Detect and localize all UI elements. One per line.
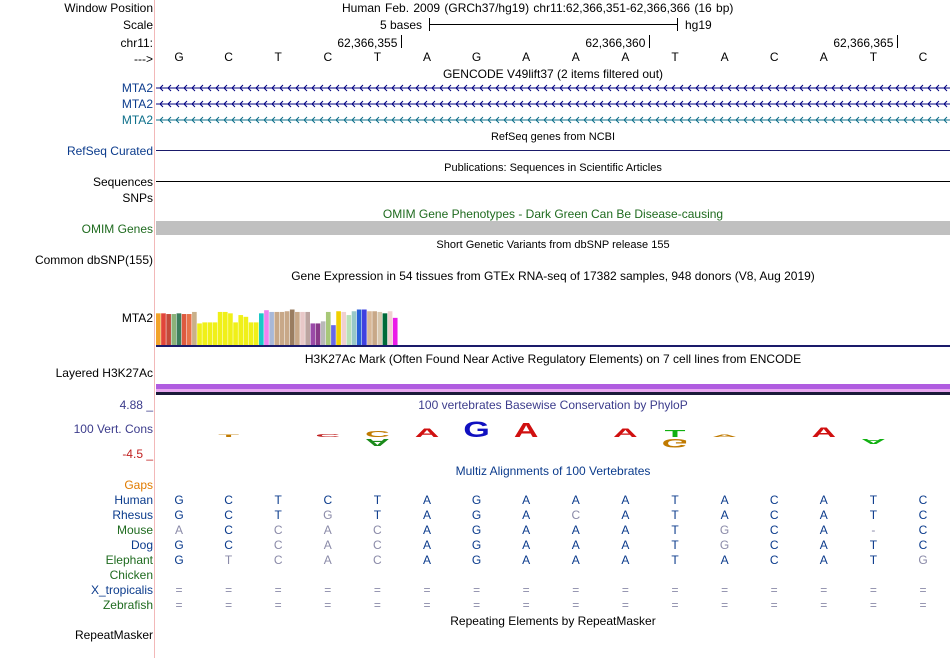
aligned-base: A — [621, 538, 630, 552]
aligned-base: A — [571, 523, 580, 537]
aligned-base: T — [373, 508, 382, 522]
aligned-base: T — [671, 493, 679, 507]
aligned-base: A — [720, 493, 729, 507]
aligned-base: G — [471, 553, 482, 567]
aligned-base: = — [919, 583, 927, 597]
aligned-base: T — [671, 523, 679, 537]
aligned-base: = — [324, 598, 332, 612]
species-label-x_tropicalis[interactable]: X_tropicalis — [90, 583, 153, 597]
ruler-position-1: 62,366,355 — [337, 36, 398, 50]
aligned-base: A — [571, 538, 580, 552]
ruler-position-2: 62,366,360 — [585, 36, 646, 50]
gtex-tissue-bar — [254, 322, 259, 345]
gtex-tissue-bar — [352, 311, 357, 345]
common-dbsnp-label[interactable]: Common dbSNP(155) — [34, 253, 153, 267]
aligned-base: = — [373, 583, 381, 597]
gtex-tissue-bar — [341, 312, 346, 345]
gtex-tissue-bar — [213, 322, 218, 345]
aligned-base: A — [720, 508, 729, 522]
strand-label: ---> — [134, 52, 153, 66]
scale-bases-text: 5 bases — [380, 18, 423, 32]
gencode-track-title: GENCODE V49lift37 (2 items filtered out) — [442, 67, 664, 81]
gtex-tissue-bar — [372, 311, 377, 345]
publications-line[interactable] — [156, 181, 950, 182]
aligned-base: A — [323, 538, 332, 552]
aligned-base: C — [224, 493, 233, 507]
chromosome-label[interactable]: chr11: — [120, 36, 153, 50]
gtex-tissue-bar — [233, 322, 238, 345]
reference-base: G — [471, 50, 482, 64]
aligned-base: = — [423, 583, 431, 597]
phylop-logo-letter: C — [365, 430, 390, 439]
refseq-track-title: RefSeq genes from NCBI — [490, 131, 616, 143]
ruler-position-3: 62,366,365 — [833, 36, 894, 50]
aligned-base: C — [224, 523, 233, 537]
gtex-tissue-bar — [393, 318, 398, 345]
aligned-base: T — [869, 508, 878, 522]
aligned-base: C — [373, 553, 382, 567]
gtex-tissue-bar — [177, 313, 182, 345]
aligned-base: = — [770, 583, 778, 597]
aligned-base: C — [769, 523, 779, 537]
species-label-mouse[interactable]: Mouse — [116, 523, 153, 537]
aligned-base: T — [671, 508, 679, 522]
dbsnp-track-title: Short Genetic Variants from dbSNP release 155 — [436, 239, 670, 251]
phylop-logo-letter: A — [712, 433, 737, 438]
aligned-base: = — [473, 598, 481, 612]
aligned-base: C — [224, 538, 233, 552]
aligned-base: = — [423, 598, 431, 612]
aligned-base: C — [373, 523, 382, 537]
phylop-logo-letter: C — [315, 432, 341, 439]
aligned-base: G — [471, 493, 482, 507]
aligned-base: = — [770, 598, 778, 612]
scale-bar-right-end — [677, 18, 678, 31]
reference-base: A — [720, 50, 729, 64]
phylop-label[interactable]: 100 Vert. Cons — [73, 422, 153, 436]
aligned-base: A — [522, 493, 531, 507]
aligned-base: = — [721, 583, 729, 597]
aligned-base: A — [422, 553, 431, 567]
reference-base: A — [571, 50, 580, 64]
aligned-base: T — [869, 538, 878, 552]
reference-base: T — [671, 50, 679, 64]
aligned-base: = — [225, 598, 233, 612]
aligned-base: G — [471, 538, 482, 552]
reference-base: T — [869, 50, 878, 64]
reference-base: G — [174, 50, 184, 64]
aligned-base: C — [373, 538, 382, 552]
aligned-base: = — [522, 598, 530, 612]
gtex-tissue-bar — [187, 314, 192, 345]
gtex-tissue-bar — [244, 317, 249, 345]
aligned-base: A — [522, 523, 531, 537]
gtex-track-title: Gene Expression in 54 tissues from GTEx RNA-seq of 17382 samples, 948 donors (V8, Aug 2019) — [291, 269, 815, 283]
aligned-base: C — [769, 538, 779, 552]
gtex-tissue-bar — [223, 312, 228, 345]
aligned-base: A — [571, 553, 580, 567]
gtex-tissue-bar — [290, 310, 295, 345]
aligned-base: G — [174, 508, 184, 522]
reference-base: A — [522, 50, 531, 64]
phylop-logo-letter: A — [513, 419, 539, 442]
aligned-base: = — [274, 583, 282, 597]
phylop-logo-letter: G — [463, 417, 490, 443]
gtex-tissue-bar — [357, 310, 362, 345]
aligned-base: = — [225, 583, 233, 597]
aligned-base: C — [273, 538, 283, 552]
multiz-track-title: Multiz Alignments of 100 Vertebrates — [455, 464, 651, 478]
aligned-base: - — [871, 523, 876, 537]
gtex-tissue-bar — [166, 314, 171, 345]
aligned-base: A — [819, 508, 828, 522]
aligned-base: = — [373, 598, 381, 612]
gaps-label[interactable]: Gaps — [124, 478, 153, 492]
aligned-base: C — [769, 553, 779, 567]
ruler-tick-3 — [897, 35, 898, 48]
gtex-tissue-bar — [280, 312, 285, 345]
aligned-base: A — [621, 508, 630, 522]
reference-base: A — [422, 50, 431, 64]
aligned-base: = — [572, 598, 580, 612]
aligned-base: = — [671, 598, 679, 612]
gtex-tissue-bar — [238, 315, 243, 345]
aligned-base: A — [323, 523, 332, 537]
aligned-base: T — [274, 508, 282, 522]
scale-bar — [429, 24, 677, 25]
species-label-chicken[interactable]: Chicken — [109, 568, 153, 582]
aligned-base: G — [471, 508, 482, 522]
aligned-base: A — [621, 553, 630, 567]
scale-assembly: hg19 — [685, 18, 712, 32]
gtex-tissue-bar — [300, 312, 305, 345]
gtex-tissue-bar — [274, 312, 279, 345]
aligned-base: A — [422, 493, 431, 507]
phylop-logo-letter: T — [218, 433, 239, 438]
aligned-base: A — [621, 493, 630, 507]
aligned-base: = — [721, 598, 729, 612]
gtex-tissue-bar — [336, 311, 341, 345]
aligned-base: = — [621, 598, 629, 612]
repeatmasker-track-title: Repeating Elements by RepeatMasker — [450, 614, 656, 628]
aligned-base: C — [769, 508, 779, 522]
gtex-tissue-bar — [202, 322, 207, 345]
aligned-base: A — [522, 553, 531, 567]
aligned-base: = — [473, 583, 481, 597]
gtex-tissue-bar — [218, 312, 223, 345]
aligned-base: C — [273, 553, 283, 567]
aligned-base: G — [174, 538, 184, 552]
aligned-base: A — [720, 553, 729, 567]
gencode-item-2-label[interactable]: MTA2 — [121, 97, 153, 111]
omim-gene-bar[interactable] — [156, 221, 950, 235]
h3k27ac-signal-band-dark[interactable] — [156, 392, 950, 395]
gtex-tissue-bar — [326, 312, 331, 345]
reference-base: C — [323, 50, 333, 64]
aligned-base: C — [918, 493, 928, 507]
gtex-tissue-bar — [362, 310, 367, 345]
aligned-base: G — [471, 523, 482, 537]
aligned-base: G — [918, 553, 928, 567]
aligned-base: = — [324, 583, 332, 597]
aligned-base: A — [422, 538, 431, 552]
aligned-base: A — [422, 508, 431, 522]
window-position-label[interactable]: Window Position — [64, 1, 153, 15]
reference-base: A — [621, 50, 630, 64]
gtex-tissue-bar — [285, 311, 290, 345]
aligned-base: = — [919, 598, 927, 612]
gtex-tissue-bar — [208, 322, 213, 345]
gtex-gene-label[interactable]: MTA2 — [121, 311, 153, 325]
gtex-tissue-bar — [305, 312, 310, 345]
aligned-base: = — [820, 598, 828, 612]
phylop-logo-letter: A — [414, 426, 440, 440]
phylop-logo-letter: A — [613, 426, 638, 440]
aligned-base: A — [571, 493, 580, 507]
gencode-item-3-label[interactable]: MTA2 — [121, 113, 153, 127]
aligned-base: A — [522, 538, 531, 552]
aligned-base: C — [323, 493, 333, 507]
aligned-base: A — [819, 523, 828, 537]
phylop-logo[interactable] — [156, 417, 950, 460]
layered-h3k27ac-label[interactable]: Layered H3K27Ac — [55, 366, 153, 380]
aligned-base: = — [869, 583, 877, 597]
reference-base: C — [769, 50, 779, 64]
repeatmasker-label[interactable]: RepeatMasker — [74, 628, 153, 642]
aligned-base: T — [869, 493, 878, 507]
aligned-base: T — [869, 553, 878, 567]
species-label-human[interactable]: Human — [114, 493, 153, 507]
gtex-tissue-bar — [316, 323, 321, 345]
aligned-base: = — [274, 598, 282, 612]
gtex-tissue-bar — [388, 311, 393, 345]
aligned-base: = — [572, 583, 580, 597]
gtex-tissue-bar — [377, 312, 382, 345]
gtex-tissue-bar — [192, 312, 197, 345]
gtex-tissue-bar — [182, 314, 187, 345]
reference-base: C — [224, 50, 233, 64]
aligned-base: = — [175, 583, 183, 597]
phylop-logo-letter: T — [664, 428, 686, 440]
aligned-base: A — [819, 493, 828, 507]
scale-label[interactable]: Scale — [122, 18, 153, 32]
gtex-tissue-bar — [347, 315, 352, 345]
aligned-base: G — [174, 493, 184, 507]
window-position-text: Human Feb. 2009 (GRCh37/hg19) chr11:62,366,351-62,366,366 (16 bp) — [342, 1, 734, 15]
aligned-base: = — [820, 583, 828, 597]
gtex-tissue-bar — [161, 313, 166, 345]
phylop-logo-letter: A — [811, 424, 837, 441]
aligned-base: A — [621, 523, 630, 537]
refseq-curated-label[interactable]: RefSeq Curated — [66, 144, 153, 158]
aligned-base: A — [323, 553, 332, 567]
aligned-base: T — [373, 493, 382, 507]
phylop-logo-letter: A — [861, 437, 886, 446]
reference-base: T — [373, 50, 382, 64]
publications-track-title: Publications: Sequences in Scientific Articles — [444, 162, 662, 174]
gtex-tissue-bar — [383, 313, 388, 345]
omim-genes-label[interactable]: OMIM Genes — [81, 222, 153, 236]
phylop-min-value: -4.5 _ — [122, 447, 153, 461]
aligned-base: = — [621, 583, 629, 597]
sequences-label[interactable]: Sequences — [92, 175, 153, 189]
aligned-base: T — [274, 493, 282, 507]
aligned-base: C — [918, 523, 928, 537]
species-label-dog[interactable]: Dog — [130, 538, 153, 552]
ruler-tick-1 — [401, 35, 402, 48]
aligned-base: T — [671, 538, 679, 552]
gtex-tissue-bar — [269, 312, 274, 345]
ruler-tick-2 — [649, 35, 650, 48]
omim-track-title: OMIM Gene Phenotypes - Dark Green Can Be Disease-causing — [382, 207, 724, 221]
refseq-gene-line[interactable] — [156, 150, 950, 151]
aligned-base: C — [918, 538, 928, 552]
aligned-base: T — [671, 553, 679, 567]
gtex-tissue-bar — [311, 323, 316, 345]
aligned-base: C — [769, 493, 779, 507]
aligned-base: G — [719, 523, 730, 537]
reference-base: C — [918, 50, 928, 64]
reference-base: T — [274, 50, 282, 64]
aligned-base: A — [522, 508, 531, 522]
gtex-expression-chart[interactable] — [156, 282, 950, 348]
gtex-tissue-bar — [249, 322, 254, 345]
aligned-base: = — [522, 583, 530, 597]
aligned-base: A — [819, 553, 828, 567]
aligned-base: C — [224, 508, 233, 522]
phylop-logo-letter: A — [365, 436, 390, 448]
snps-label[interactable]: SNPs — [122, 191, 153, 205]
phylop-max-value: 4.88 _ — [119, 398, 153, 412]
aligned-base: A — [174, 523, 183, 537]
aligned-base: = — [671, 583, 679, 597]
phylop-logo-letter: G — [661, 436, 689, 450]
gtex-tissue-bar — [197, 323, 202, 345]
gtex-tissue-bar — [228, 313, 233, 345]
gtex-tissue-bar — [321, 321, 326, 345]
aligned-base: G — [719, 538, 730, 552]
aligned-base: G — [323, 508, 333, 522]
gtex-tissue-bar — [331, 325, 336, 345]
aligned-base: C — [571, 508, 581, 522]
gencode-item-1-label[interactable]: MTA2 — [121, 81, 153, 95]
gtex-tissue-bar — [264, 310, 269, 345]
h3k27ac-track-title: H3K27Ac Mark (Often Found Near Active Regulatory Elements) on 7 cell lines from ENCODE — [304, 352, 802, 366]
gtex-tissue-bar — [295, 312, 300, 345]
species-label-zebrafish[interactable]: Zebrafish — [102, 598, 153, 612]
gtex-tissue-bar — [171, 314, 176, 345]
gtex-tissue-bar — [259, 313, 264, 345]
phylop-track-title: 100 vertebrates Basewise Conservation by PhyloP — [418, 398, 688, 412]
aligned-base: A — [819, 538, 828, 552]
aligned-base: G — [174, 553, 184, 567]
aligned-base: A — [422, 523, 431, 537]
gtex-tissue-bar — [156, 313, 161, 345]
aligned-base: = — [869, 598, 877, 612]
gencode-gene-lines[interactable] — [156, 80, 950, 128]
aligned-base: T — [224, 553, 233, 567]
reference-base: A — [819, 50, 828, 64]
aligned-base: C — [273, 523, 283, 537]
species-label-rhesus[interactable]: Rhesus — [112, 508, 153, 522]
aligned-base: = — [175, 598, 183, 612]
label-column-divider — [154, 0, 155, 658]
gtex-tissue-bar — [367, 311, 372, 345]
aligned-base: C — [918, 508, 928, 522]
species-label-elephant[interactable]: Elephant — [105, 553, 153, 567]
